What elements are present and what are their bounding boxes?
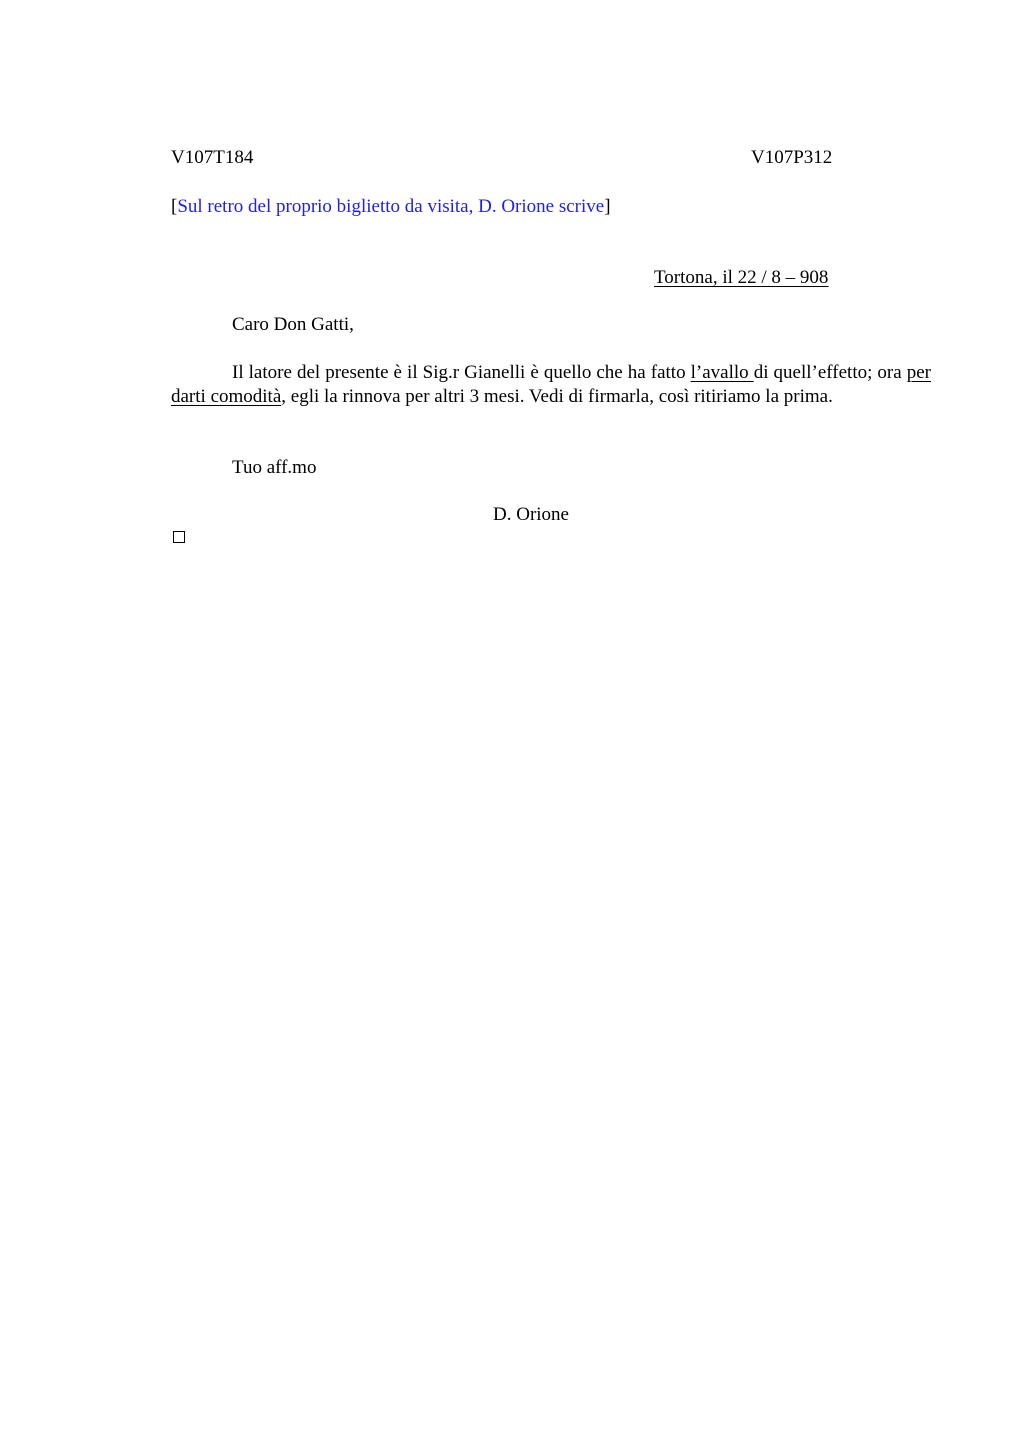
body-text-part-1: Il latore del presente è il Sig.r Gianelli è quello che ha fatto — [232, 362, 691, 383]
body-underlined-avallo: l’avallo — [690, 362, 754, 383]
note-close-bracket: ] — [604, 196, 611, 217]
body-text-part-3: , egli la rinnova per altri 3 mesi. Vedi di firmarla, così ritiriamo la prima. — [281, 386, 833, 407]
document-code-left: V107T184 — [171, 147, 254, 168]
body-underlined-comodita: per darti comodità — [171, 362, 931, 407]
editorial-note — [171, 195, 611, 219]
letter-salutation: Caro Don Gatti, — [232, 314, 354, 335]
body-text-part-2: di quell’effetto; ora — [753, 362, 907, 383]
document-code-right: V107P312 — [751, 147, 833, 168]
note-open-bracket: [ — [171, 196, 178, 217]
letter-closing: Tuo aff.mo — [232, 457, 317, 478]
empty-square-icon — [173, 531, 185, 543]
letter-body — [171, 361, 931, 409]
letter-date-line: Tortona, il 22 / 8 – 908 — [654, 267, 829, 288]
note-text: Sul retro del proprio biglietto da visita, D. Orione scrive — [177, 196, 605, 217]
letter-signature: D. Orione — [493, 504, 569, 525]
